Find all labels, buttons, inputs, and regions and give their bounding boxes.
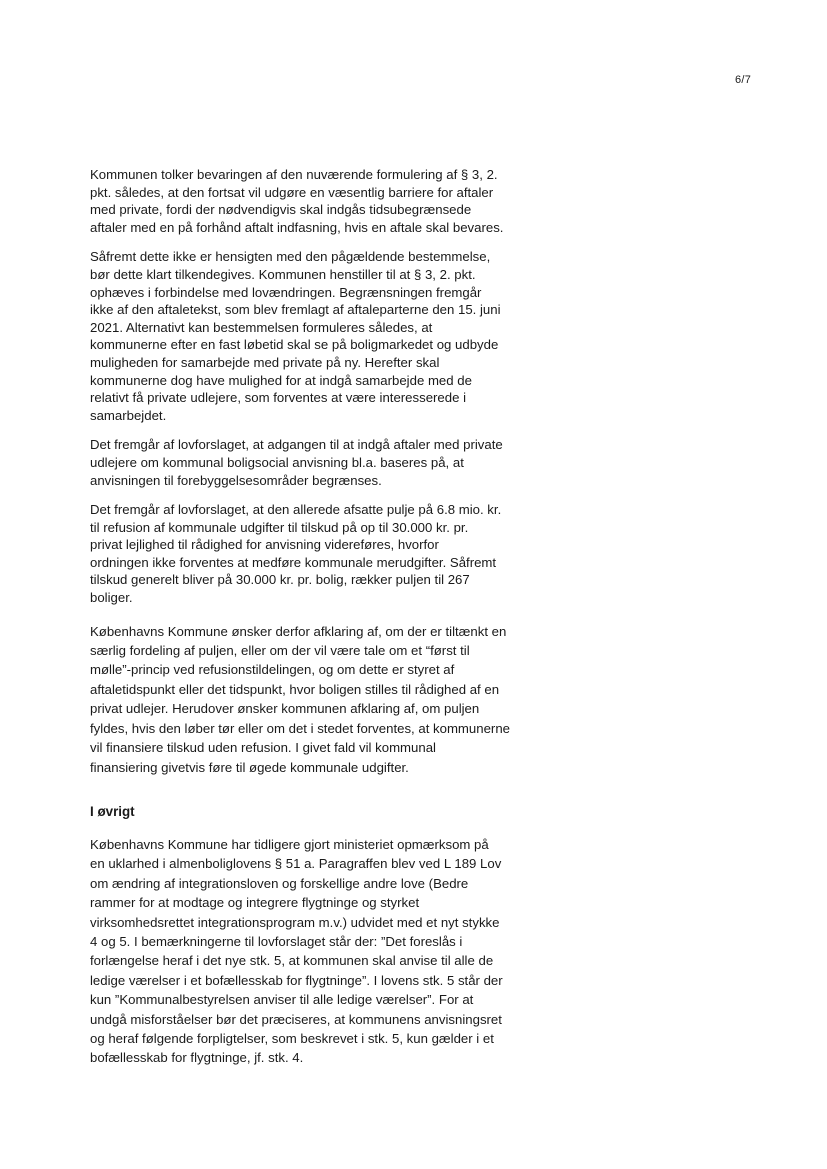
paragraph-agreement-access: Det fremgår af lovforslaget, at adgangen til at indgå aftaler med private udlejere om kommunal boligsocial anvisning bl.a. baseres på, at anvisningen til forebyggelsesområder begrænses.	[90, 437, 503, 488]
paragraph-pool-funding: Det fremgår af lovforslaget, at den allerede afsatte pulje på 6.8 mio. kr. til refusion af kommunale udgifter til tilskud på op til 30.000 kr. pr. privat lejlighed til rådighed for anvisning videreføres, hvorfor ordningen ikke forventes at medføre kommunale merudgifter. Såfremt tilskud generelt bliver på 30.000 kr. pr. bolig, rækker puljen til 267 boliger.	[90, 502, 502, 606]
paragraph-amendment-proposal: Såfremt dette ikke er hensigten med den pågældende bestemmelse, bør dette klart tilkendegives. Kommunen henstiller til at § 3, 2. pkt. ophæves i forbindelse med lovændringen. Begrænsningen fremgår ikke af den aftaletekst, som blev fremlagt af aftaleparterne den 15. juni 2021. Alternativt kan bestemmelsen formuleres således, at kommunerne efter en fast løbetid skal se på boligmarkedet og udbyde muligheden for samarbejde med private på ny. Herefter skal kommunerne dog have mulighed for at indgå samarbejde med de relativt få private udlejere, som forventes at være interesserede i samarbejdet.	[90, 249, 501, 423]
document-body	[90, 166, 560, 1068]
paragraph-barrier-interpretation: Kommunen tolker bevaringen af den nuværende formulering af § 3, 2. pkt. således, at den fortsat vil udgøre en væsentlig barriere for aftaler med private, fordi der nødvendigvis skal indgås tidsubegrænsede aftaler med en på forhånd aftalt indfasning, hvis en aftale skal bevares.	[90, 167, 504, 235]
paragraph-pool-clarification: Københavns Kommune ønsker derfor afklaring af, om der er tiltænkt en særlig fordeling af puljen, eller om der vil være tale om et “først til mølle”-princip ved refusionstildelingen, og om dette er styret af aftaletidspunkt eller det tidspunkt, hvor boligen stilles til rådighed af en privat udlejer. Herudover ønsker kommunen afklaring af, om puljen fyldes, hvis den løber tør eller om det i stedet forventes, at kommunerne vil finansiere tilskud uden refusion. I givet fald vil kommunal finansiering givetvis føre til øgede kommunale udgifter.	[90, 623, 510, 775]
section-heading-other: I øvrigt	[90, 803, 135, 819]
page-number: 6/7	[735, 74, 752, 86]
paragraph-other-section: Københavns Kommune har tidligere gjort ministeriet opmærksom på en uklarhed i almenboliglovens § 51 a. Paragraffen blev ved L 189 Lov om ændring af integrationsloven og forskellige andre love (Bedre rammer for at modtage og integrere flygtninge og styrket virksomhedsrettet integrationsprogram m.v.) udvidet med et nyt stykke 4 og 5. I bemærkningerne til lovforslaget står der: ”Det foreslås i forlængelse heraf i det nye stk. 5, at kommunen skal anvise til alle de ledige værelser i et bofællesskab for flygtninge”. I lovens stk. 5 står der kun ”Kommunalbestyrelsen anviser til alle ledige værelser”. For at undgå misforståelser bør det præciseres, at kommunens anvisningsret og heraf følgende forpligtelser, som beskrevet i stk. 5, kun gælder i et bofællesskab for flygtninge, jf. stk. 4.	[90, 836, 503, 1066]
